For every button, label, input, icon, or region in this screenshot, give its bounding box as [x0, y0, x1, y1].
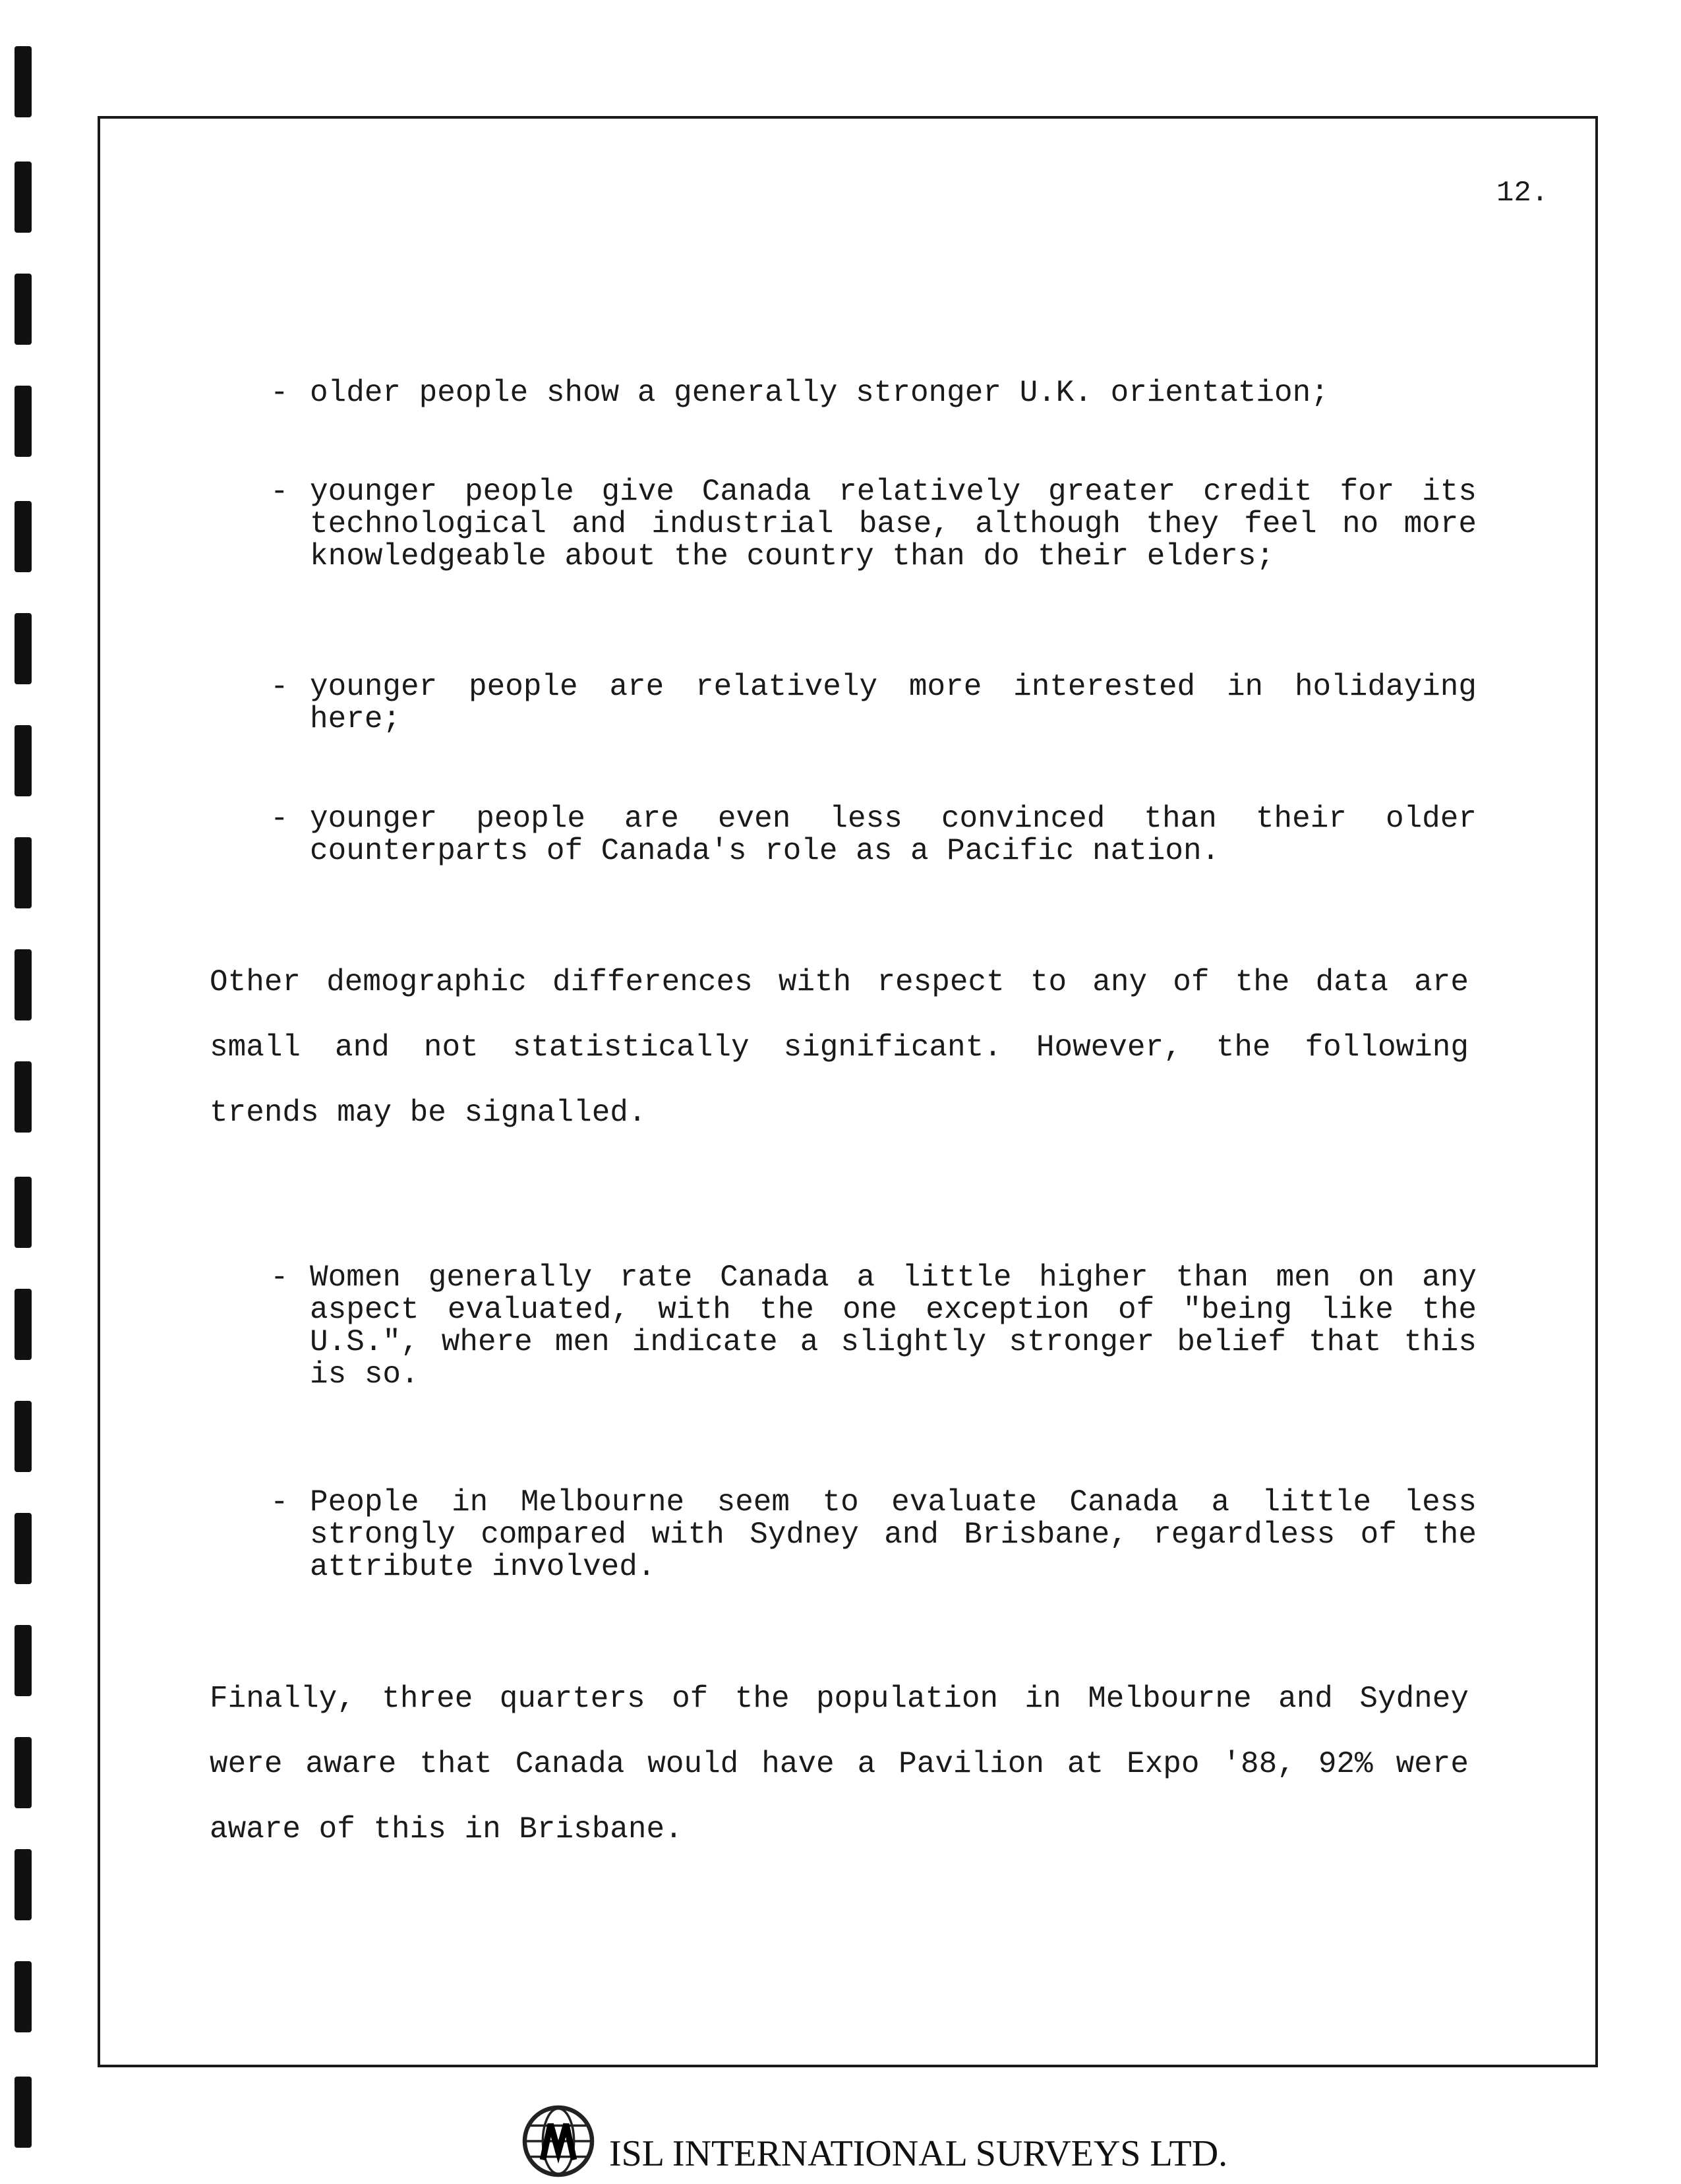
- punch-mark: [15, 1289, 32, 1360]
- bullet-text: younger people give Canada relatively greater credit for its technological and industrial base, although they feel no more knowledgeable about the country than do their elders;: [310, 475, 1477, 574]
- page-number: 12.: [1496, 177, 1549, 210]
- body-paragraph: Finally, three quarters of the population in Melbourne and Sydney were aware that Canada would have a Pavilion at Expo '88, 92% were aware of this in Brisbane.: [210, 1682, 1469, 1846]
- punch-mark: [15, 1737, 32, 1808]
- bullet-text: younger people are even less convinced than their older counterparts of Canada's role as a Pacific nation.: [310, 802, 1477, 868]
- bullet-item: [270, 476, 1477, 573]
- punch-mark: [15, 1961, 32, 2032]
- company-name: ISL INTERNATIONAL SURVEYS LTD.: [609, 2133, 1228, 2174]
- punch-mark: [15, 1625, 32, 1696]
- punch-mark: [15, 46, 32, 117]
- punch-mark: [15, 1401, 32, 1472]
- punch-mark: [15, 1177, 32, 1248]
- binder-punch-marks: [15, 0, 34, 2184]
- punch-mark: [15, 725, 32, 796]
- bullet-dash: -: [270, 670, 289, 704]
- punch-mark: [15, 162, 32, 233]
- punch-mark: [15, 1061, 32, 1133]
- punch-mark: [15, 274, 32, 345]
- bullet-text: older people show a generally stronger U.K. orientation;: [310, 376, 1329, 410]
- bullet-item: [270, 671, 1477, 736]
- punch-mark: [15, 613, 32, 684]
- punch-mark: [15, 1849, 32, 1920]
- punch-mark: [15, 2077, 32, 2148]
- bullet-text: Women generally rate Canada a little higher than men on any aspect evaluated, with the one exception of "being like the U.S.", where men indicate a slightly stronger belief that this is so.: [310, 1260, 1477, 1392]
- body-paragraph: Other demographic differences with respect to any of the data are small and not statistically significant. However, the following trends may be signalled.: [210, 965, 1469, 1130]
- isl-globe-logo-icon: [519, 2102, 597, 2180]
- bullet-item: [270, 803, 1477, 868]
- footer: [519, 2102, 1227, 2181]
- bullet-text: People in Melbourne seem to evaluate Canada a little less strongly compared with Sydney and Brisbane, regardless of the attribute involved.: [310, 1485, 1477, 1584]
- punch-mark: [15, 386, 32, 457]
- bullet-dash: -: [270, 475, 289, 509]
- bullet-dash: -: [270, 376, 289, 410]
- bullet-text: younger people are relatively more interested in holidaying here;: [310, 670, 1477, 736]
- bullet-dash: -: [270, 1485, 289, 1520]
- punch-mark: [15, 949, 32, 1020]
- bullet-item: [270, 377, 1477, 409]
- bullet-item: [270, 1487, 1477, 1583]
- bullet-item: [270, 1262, 1477, 1391]
- bullet-dash: -: [270, 802, 289, 836]
- punch-mark: [15, 837, 32, 908]
- bullet-dash: -: [270, 1260, 289, 1295]
- punch-mark: [15, 1513, 32, 1584]
- punch-mark: [15, 501, 32, 572]
